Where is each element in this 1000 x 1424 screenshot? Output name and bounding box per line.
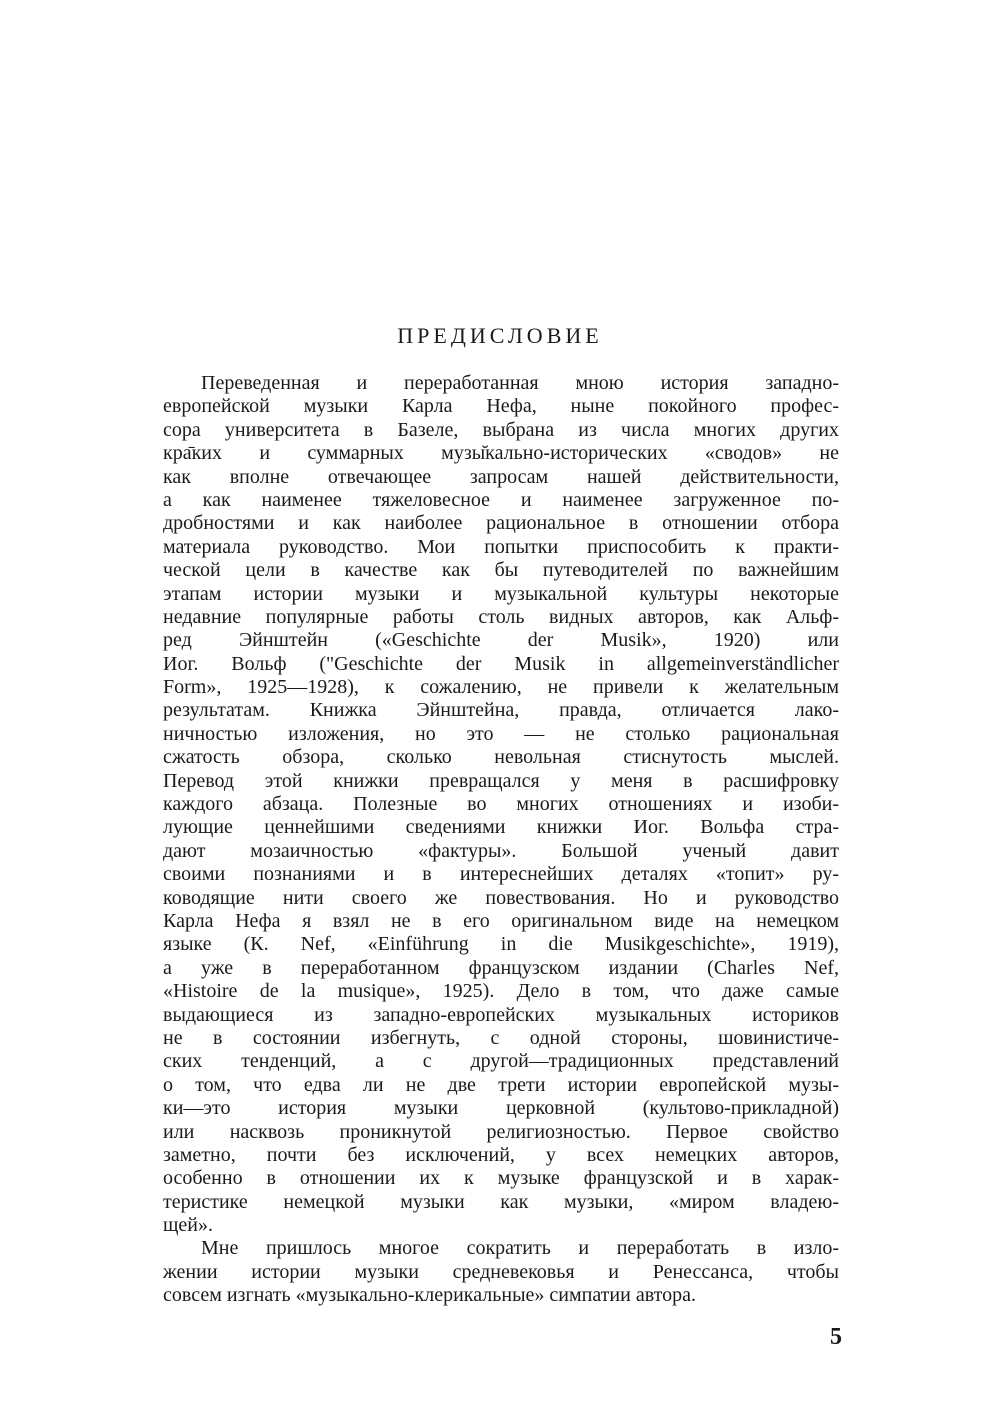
page-title: ПРЕДИСЛОВИЕ bbox=[397, 323, 603, 348]
text-line: лующие ценнейшими сведениями книжки Иог. Вольфа стра- bbox=[163, 816, 839, 839]
text-line: заметно, почти без исключений, у всех немецких авторов, bbox=[163, 1143, 839, 1166]
text-line: сора университета в Базеле, выбрана из числа многих других bbox=[163, 418, 839, 441]
text-line: жении истории музыки средневековья и Ренессанса, чтобы bbox=[163, 1260, 839, 1283]
text-line: своими познаниями и в интереснейших деталях «топит» ру- bbox=[163, 863, 839, 886]
paragraph-1 bbox=[163, 372, 839, 1237]
text-line: Form», 1925—1928), к сожалению, не привели к желательным bbox=[163, 676, 839, 699]
text-line: «Histoire de la musique», 1925). Дело в том, что даже самые bbox=[163, 980, 839, 1003]
paragraph-2 bbox=[163, 1237, 839, 1307]
text-line: ки—это история музыки церковной (культово-прикладной) bbox=[163, 1097, 839, 1120]
text-line: дают мозаичностью «фактуры». Большой ученый давит bbox=[163, 839, 839, 862]
text-line: сжатость обзора, сколько невольная стиснутость мыслей. bbox=[163, 746, 839, 769]
text-line: или насквозь проникнутой религиозностью. Первое свойство bbox=[163, 1120, 839, 1143]
text-line: не в состоянии избегнуть, с одной стороны, шовинистиче- bbox=[163, 1026, 839, 1049]
preface-body bbox=[163, 372, 839, 1308]
text-line: о том, что едва ли не две трети истории европейской музы- bbox=[163, 1073, 839, 1096]
text-line: теристике немецкой музыки как музыки, «миром владею- bbox=[163, 1190, 839, 1213]
text-line: европейской музыки Карла Нефа, ныне покойного профес- bbox=[163, 395, 839, 418]
text-line: каждого абзаца. Полезные во многих отношениях и изоби- bbox=[163, 793, 839, 816]
text-line: языке (К. Nef, «Einführung in die Musikgeschichte», 1919), bbox=[163, 933, 839, 956]
text-line: совсем изгнать «музыкально-клерикальные» симпатии автора. bbox=[163, 1284, 696, 1307]
text-line: как вполне отвечающее запросам нашей действительности, bbox=[163, 465, 839, 488]
text-line: ред Эйнштейн («Geschichte der Musik», 1920) или bbox=[163, 629, 839, 652]
text-line: а как наименее тяжеловесное и наименее загруженное по- bbox=[163, 488, 839, 511]
text-line: ничностью изложения, но это — не столько рациональная bbox=[163, 722, 839, 745]
text-line: результатам. Книжка Эйнштейна, правда, отличается лако- bbox=[163, 699, 839, 722]
text-line: дробностями и как наиболее рациональное в отношении отбора bbox=[163, 512, 839, 535]
text-line: а уже в переработанном французском издании (Charles Nef, bbox=[163, 956, 839, 979]
text-line: Перевод этой книжки превращался у меня в расшифровку bbox=[163, 769, 839, 792]
text-line: Иог. Вольф ("Geschichte der Musik in allgemeinverständlicher bbox=[163, 652, 839, 675]
text-line: недавние популярные работы столь видных авторов, как Альф- bbox=[163, 605, 839, 628]
page-number: 5 bbox=[830, 1324, 842, 1350]
text-line: особенно в отношении их к музыке французской и в харак- bbox=[163, 1167, 839, 1190]
text-line: щей». bbox=[163, 1214, 213, 1237]
text-line: этапам истории музыки и музыкальной культуры некоторые bbox=[163, 582, 839, 605]
text-line: ководящие нити своего же повествования. Но и руководство bbox=[163, 886, 839, 909]
text-line: Переведенная и переработанная мною история западно- bbox=[201, 372, 839, 394]
text-line: Карла Нефа я взял не в его оригинальном виде на немецком bbox=[163, 909, 839, 932]
text-line: выдающиеся из западно-европейских музыкальных историков bbox=[163, 1003, 839, 1026]
text-line: материала руководство. Мои попытки приспособить к практи- bbox=[163, 535, 839, 558]
text-line: Мне пришлось многое сократить и переработать в изло- bbox=[201, 1237, 839, 1260]
text-line: кра̄ких и суммарных музы̆кально-исторических «сводов» не bbox=[163, 442, 839, 465]
text-line: ских тенденций, а с другой—традиционных представлений bbox=[163, 1050, 839, 1073]
text-line: ческой цели в качестве как бы путеводителей по важнейшим bbox=[163, 559, 839, 582]
